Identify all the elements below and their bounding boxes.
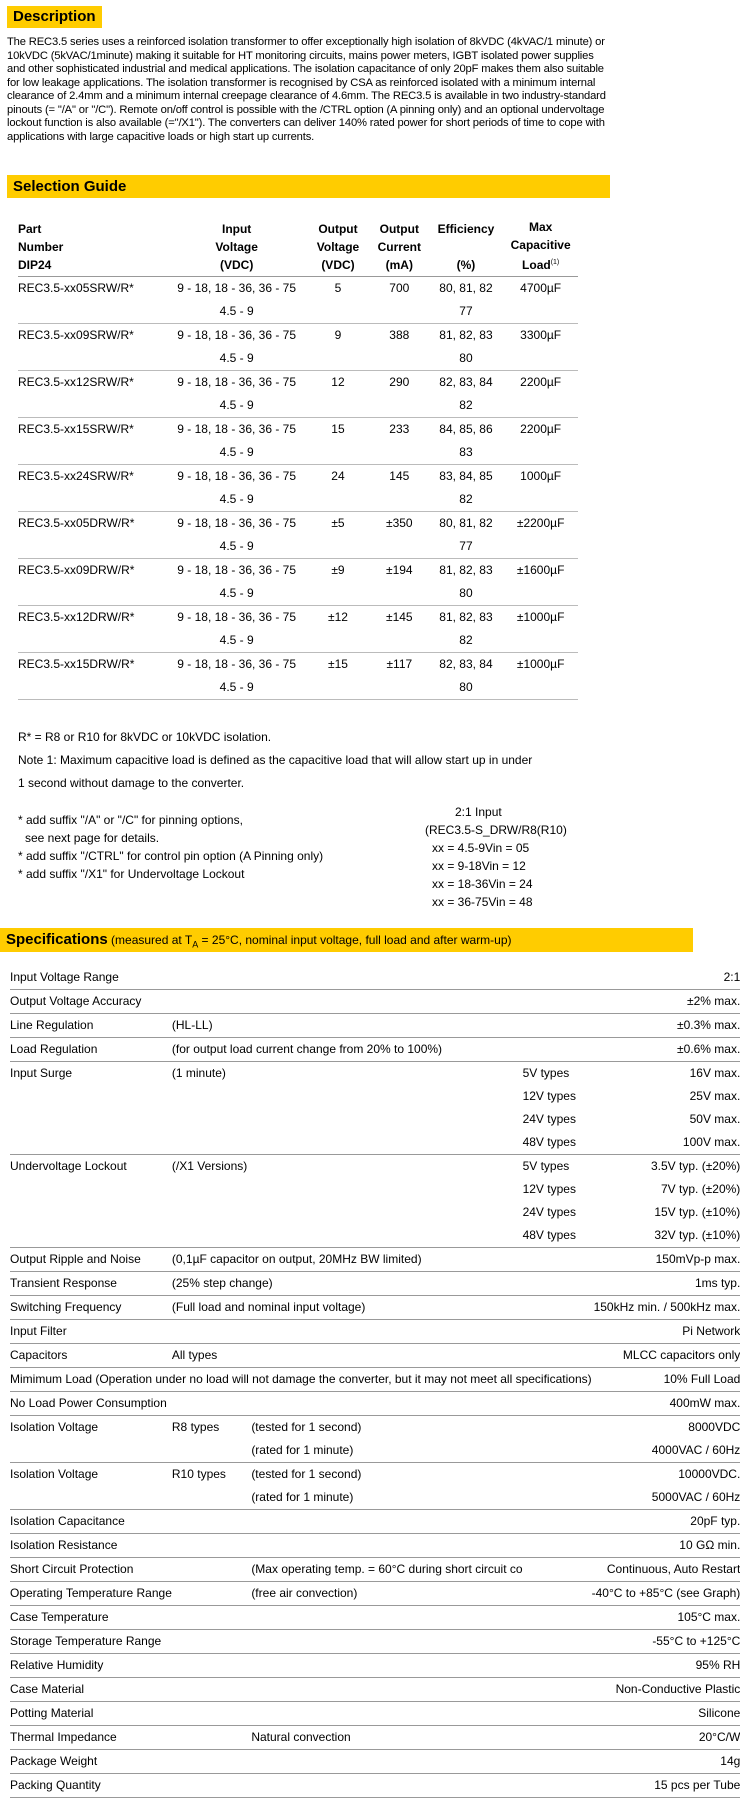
spec-condition	[172, 1702, 251, 1726]
spec-row	[10, 1416, 740, 1463]
output-voltage-cell: 9	[306, 324, 370, 371]
input-voltage-cell: 9 - 18, 18 - 36, 36 - 75 4.5 - 9	[167, 559, 306, 606]
selection-guide-table	[18, 218, 578, 700]
spec-condition: (HL-LL)	[172, 1014, 251, 1038]
output-current-cell: ±145	[370, 606, 429, 653]
spec-row	[10, 1582, 740, 1606]
efficiency-cell: 80, 81, 82 77	[429, 277, 504, 324]
spec-label: Package Weight	[10, 1750, 172, 1774]
spec-condition	[172, 1534, 251, 1558]
efficiency-cell: 82, 83, 84 82	[429, 371, 504, 418]
input-voltage-cell: 9 - 18, 18 - 36, 36 - 75 4.5 - 9	[167, 465, 306, 512]
suffix-line: * add suffix "/A" or "/C" for pinning options,	[18, 813, 243, 827]
specifications-conditions: (measured at $T_A = 25^\circ C$, nominal input voltage, full load and after warm-up)	[111, 933, 512, 950]
spec-type	[523, 1344, 592, 1368]
selection-row	[18, 559, 578, 606]
output-voltage-cell: 15	[306, 418, 370, 465]
part-number-cell: REC3.5-xx15DRW/R*	[18, 653, 167, 700]
part-number-cell: REC3.5-xx24SRW/R*	[18, 465, 167, 512]
spec-condition: R10 types	[172, 1463, 251, 1510]
input-code-line: (REC3.5-S_DRW/R8(R10)	[425, 823, 567, 837]
spec-condition	[172, 1654, 251, 1678]
description-heading: Description	[7, 6, 102, 28]
capacitive-load-cell: 2200µF	[503, 418, 578, 465]
capacitive-load-cell: 1000µF	[503, 465, 578, 512]
spec-type	[523, 1534, 592, 1558]
efficiency-cell: 81, 82, 83 80	[429, 559, 504, 606]
spec-condition: (for output load current change from 20% to 100%)	[172, 1038, 592, 1062]
header-output-voltage: Output Voltage (VDC)	[306, 218, 370, 277]
spec-note: (tested for 1 second) (rated for 1 minute)	[251, 1463, 522, 1510]
spec-value: ±2% max.	[592, 990, 740, 1014]
part-number-cell: REC3.5-xx05SRW/R*	[18, 277, 167, 324]
spec-note	[251, 1155, 522, 1248]
spec-value: 20pF typ.	[592, 1510, 740, 1534]
header-max-capacitive-load: Max Capacitive Load$^{(1)}$	[503, 218, 578, 277]
note-1: Note 1: Maximum capacitive load is defined as the capacitive load that will allow start up in under	[18, 753, 533, 767]
spec-value: -40°C to +85°C (see Graph)	[592, 1582, 740, 1606]
spec-type: 5V types 12V types 24V types 48V types	[523, 1062, 592, 1155]
input-code-legend	[425, 803, 605, 911]
spec-value: 150mVp-p max.	[592, 1248, 740, 1272]
part-number-cell: REC3.5-xx09DRW/R*	[18, 559, 167, 606]
spec-type	[523, 1510, 592, 1534]
spec-value: 150kHz min. / 500kHz max.	[592, 1296, 740, 1320]
part-number-cell: REC3.5-xx05DRW/R*	[18, 512, 167, 559]
spec-label: Input Voltage Range	[10, 966, 172, 990]
spec-note	[251, 966, 522, 990]
spec-label: Thermal Impedance	[10, 1726, 172, 1750]
input-code-line: xx = 18-36Vin = 24	[432, 877, 533, 891]
spec-note	[251, 1344, 522, 1368]
spec-type	[523, 1750, 592, 1774]
capacitive-load-cell: 3300µF	[503, 324, 578, 371]
spec-condition	[172, 1726, 251, 1750]
spec-label: Input Filter	[10, 1320, 172, 1344]
spec-label: Switching Frequency	[10, 1296, 172, 1320]
spec-row	[10, 1654, 740, 1678]
efficiency-cell: 84, 85, 86 83	[429, 418, 504, 465]
input-voltage-cell: 9 - 18, 18 - 36, 36 - 75 4.5 - 9	[167, 324, 306, 371]
spec-value: ±0.3% max.	[592, 1014, 740, 1038]
spec-label: Potting Material	[10, 1702, 172, 1726]
spec-type	[523, 1654, 592, 1678]
description-text: The REC3.5 series uses a reinforced isolation transformer to offer exceptionally high isolation of 8kVDC (4kVAC/1 minute) or 10kVDC (5kVAC/1minute) making it suitable for HT monitoring circuits, mains power meters, IGBT isolated power supplies and other sophisticated industrial and medical applications. The isolation capacitance of only 20pF makes them also suitable for low leakage applications. The isolation transformer is recognised by CSA as reinforced isolated with a minimum internal clearance of 2.4mm and a minimum internal creepage clearance of 4.6mm. The REC3.5 is available in two industry-standard pinouts (= "/A" or "/C"). Remote on/off control is possible with the /CTRL option (A pinning only) and an optional undervoltage lockout function is also available (="/X1"). The converters can deliver 140% rated power for short periods of time to cope with applications with large capacitive loads or high start up currents.	[7, 36, 606, 143]
spec-value: 10 GΩ min.	[592, 1534, 740, 1558]
header-part-number: Part Number DIP24	[18, 218, 167, 277]
spec-label: Undervoltage Lockout	[10, 1155, 172, 1248]
spec-label: Short Circuit Protection	[10, 1558, 172, 1582]
spec-condition	[172, 1630, 251, 1654]
spec-row	[10, 1558, 740, 1582]
suffix-line: see next page for details.	[25, 831, 160, 845]
spec-condition	[172, 1774, 251, 1798]
capacitive-load-cell: ±1000µF	[503, 653, 578, 700]
efficiency-cell: 81, 82, 83 80	[429, 324, 504, 371]
selection-row	[18, 371, 578, 418]
spec-row	[10, 1392, 740, 1416]
spec-row	[10, 1368, 740, 1392]
spec-value: 16V max. 25V max. 50V max. 100V max.	[592, 1062, 740, 1155]
output-voltage-cell: ±9	[306, 559, 370, 606]
output-voltage-cell: ±12	[306, 606, 370, 653]
part-number-cell: REC3.5-xx09SRW/R*	[18, 324, 167, 371]
input-voltage-cell: 9 - 18, 18 - 36, 36 - 75 4.5 - 9	[167, 371, 306, 418]
specifications-heading: Specifications	[6, 931, 108, 948]
spec-note	[251, 1510, 522, 1534]
input-voltage-cell: 9 - 18, 18 - 36, 36 - 75 4.5 - 9	[167, 277, 306, 324]
spec-note	[251, 1606, 522, 1630]
spec-type	[523, 1582, 592, 1606]
efficiency-cell: 82, 83, 84 80	[429, 653, 504, 700]
spec-type	[523, 1774, 592, 1798]
capacitive-load-cell: 2200µF	[503, 371, 578, 418]
spec-condition	[172, 1558, 251, 1582]
spec-type	[523, 1678, 592, 1702]
part-number-cell: REC3.5-xx12DRW/R*	[18, 606, 167, 653]
spec-type	[523, 966, 592, 990]
spec-row	[10, 1534, 740, 1558]
efficiency-cell: 81, 82, 83 82	[429, 606, 504, 653]
suffix-line: * add suffix "/X1" for Undervoltage Lockout	[18, 867, 245, 881]
note-r-variant: R* = R8 or R10 for 8kVDC or 10kVDC isolation.	[18, 730, 272, 744]
output-current-cell: 290	[370, 371, 429, 418]
spec-row	[10, 1014, 740, 1038]
spec-condition	[172, 966, 251, 990]
spec-note	[251, 1654, 522, 1678]
spec-label: Packing Quantity	[10, 1774, 172, 1798]
spec-row	[10, 990, 740, 1014]
output-voltage-cell: ±15	[306, 653, 370, 700]
selection-row	[18, 653, 578, 700]
output-current-cell: ±117	[370, 653, 429, 700]
selection-guide-bar	[7, 175, 610, 198]
input-voltage-cell: 9 - 18, 18 - 36, 36 - 75 4.5 - 9	[167, 606, 306, 653]
spec-type	[523, 1726, 592, 1750]
spec-note	[251, 1062, 522, 1155]
spec-row	[10, 1678, 740, 1702]
spec-note	[251, 1630, 522, 1654]
suffix-options	[18, 811, 348, 883]
efficiency-cell: 80, 81, 82 77	[429, 512, 504, 559]
spec-value: 1ms typ.	[592, 1272, 740, 1296]
spec-row	[10, 1155, 740, 1248]
spec-condition: (0,1µF capacitor on output, 20MHz BW limited)	[172, 1248, 592, 1272]
spec-row	[10, 1296, 740, 1320]
spec-label: Isolation Voltage	[10, 1463, 172, 1510]
header-output-current: Output Current (mA)	[370, 218, 429, 277]
spec-row	[10, 1038, 740, 1062]
efficiency-cell: 83, 84, 85 82	[429, 465, 504, 512]
spec-condition: R8 types	[172, 1416, 251, 1463]
spec-label: Relative Humidity	[10, 1654, 172, 1678]
input-voltage-cell: 9 - 18, 18 - 36, 36 - 75 4.5 - 9	[167, 512, 306, 559]
spec-type: 5V types 12V types 24V types 48V types	[523, 1155, 592, 1248]
selection-row	[18, 418, 578, 465]
input-voltage-cell: 9 - 18, 18 - 36, 36 - 75 4.5 - 9	[167, 418, 306, 465]
spec-value: 10000VDC. 5000VAC / 60Hz	[592, 1463, 740, 1510]
spec-row	[10, 1248, 740, 1272]
input-voltage-cell: 9 - 18, 18 - 36, 36 - 75 4.5 - 9	[167, 653, 306, 700]
spec-value: Pi Network	[592, 1320, 740, 1344]
specifications-table	[10, 966, 740, 1798]
spec-condition	[172, 1392, 251, 1416]
spec-row	[10, 1774, 740, 1798]
spec-value: 2:1	[592, 966, 740, 990]
spec-value: Silicone	[592, 1702, 740, 1726]
spec-type	[523, 1558, 592, 1582]
output-current-cell: 700	[370, 277, 429, 324]
spec-value: 14g	[592, 1750, 740, 1774]
spec-note	[251, 1534, 522, 1558]
spec-label: Operating Temperature Range	[10, 1582, 172, 1606]
spec-label: Output Ripple and Noise	[10, 1248, 172, 1272]
selection-row	[18, 512, 578, 559]
spec-label: No Load Power Consumption	[10, 1392, 172, 1416]
spec-label: Load Regulation	[10, 1038, 172, 1062]
spec-condition	[172, 1606, 251, 1630]
spec-type	[523, 1320, 592, 1344]
output-voltage-cell: ±5	[306, 512, 370, 559]
spec-label: Capacitors	[10, 1344, 172, 1368]
spec-row	[10, 1750, 740, 1774]
spec-condition	[172, 1510, 251, 1534]
selection-row	[18, 465, 578, 512]
spec-condition	[172, 1678, 251, 1702]
spec-value: 15 pcs per Tube	[592, 1774, 740, 1798]
spec-type	[523, 990, 592, 1014]
spec-value: 105°C max.	[592, 1606, 740, 1630]
spec-row	[10, 1630, 740, 1654]
selection-row	[18, 277, 578, 324]
spec-label: Line Regulation	[10, 1014, 172, 1038]
spec-label: Isolation Resistance	[10, 1534, 172, 1558]
spec-note: (tested for 1 second) (rated for 1 minute)	[251, 1416, 522, 1463]
spec-type	[523, 1014, 592, 1038]
spec-type	[523, 1606, 592, 1630]
spec-note	[251, 1750, 522, 1774]
spec-condition: (Full load and nominal input voltage)	[172, 1296, 592, 1320]
output-current-cell: 388	[370, 324, 429, 371]
output-voltage-cell: 12	[306, 371, 370, 418]
output-voltage-cell: 24	[306, 465, 370, 512]
capacitive-load-cell: ±1600µF	[503, 559, 578, 606]
spec-value: -55°C to +125°C	[592, 1630, 740, 1654]
spec-label: Transient Response	[10, 1272, 172, 1296]
selection-row	[18, 606, 578, 653]
spec-note	[251, 1014, 522, 1038]
spec-condition	[172, 1750, 251, 1774]
capacitive-load-cell: ±2200µF	[503, 512, 578, 559]
part-number-cell: REC3.5-xx12SRW/R*	[18, 371, 167, 418]
spec-condition	[172, 1582, 251, 1606]
spec-label: Case Material	[10, 1678, 172, 1702]
output-current-cell: ±350	[370, 512, 429, 559]
input-code-title: 2:1 Input	[455, 805, 502, 819]
specifications-bar	[0, 928, 693, 952]
spec-row	[10, 1344, 740, 1368]
output-current-cell: ±194	[370, 559, 429, 606]
spec-row	[10, 1463, 740, 1510]
spec-value: 3.5V typ. (±20%) 7V typ. (±20%) 15V typ. (±10%) 32V typ. (±10%)	[592, 1155, 740, 1248]
spec-note	[251, 1678, 522, 1702]
spec-note	[251, 1774, 522, 1798]
spec-type	[523, 1463, 592, 1510]
spec-note	[251, 1392, 522, 1416]
spec-type	[523, 1392, 592, 1416]
part-number-cell: REC3.5-xx15SRW/R*	[18, 418, 167, 465]
spec-row	[10, 1320, 740, 1344]
spec-value: Continuous, Auto Restart	[592, 1558, 740, 1582]
header-efficiency: Efficiency (%)	[429, 218, 504, 277]
spec-value: MLCC capacitors only	[592, 1344, 740, 1368]
spec-value: 95% RH	[592, 1654, 740, 1678]
spec-note	[251, 990, 522, 1014]
header-input-voltage: Input Voltage (VDC)	[167, 218, 306, 277]
input-code-line: xx = 4.5-9Vin = 05	[432, 841, 530, 855]
selection-notes	[18, 726, 608, 795]
spec-label: Isolation Voltage	[10, 1416, 172, 1463]
spec-type	[523, 1416, 592, 1463]
spec-label: Mimimum Load (Operation under no load will not damage the converter, but it may not meet all specifications)	[10, 1368, 592, 1392]
capacitive-load-cell: ±1000µF	[503, 606, 578, 653]
spec-note: (free air convection)	[251, 1582, 522, 1606]
spec-row	[10, 1510, 740, 1534]
spec-label: Storage Temperature Range	[10, 1630, 172, 1654]
output-voltage-cell: 5	[306, 277, 370, 324]
spec-type	[523, 1630, 592, 1654]
spec-condition	[172, 1320, 251, 1344]
spec-note: Natural convection	[251, 1726, 522, 1750]
output-current-cell: 233	[370, 418, 429, 465]
spec-value: 10% Full Load	[592, 1368, 740, 1392]
spec-condition: (/X1 Versions)	[172, 1155, 251, 1248]
selection-row	[18, 324, 578, 371]
suffix-line: * add suffix "/CTRL" for control pin option (A Pinning only)	[18, 849, 324, 863]
spec-value: 20°C/W	[592, 1726, 740, 1750]
spec-value: ±0.6% max.	[592, 1038, 740, 1062]
spec-type	[523, 1702, 592, 1726]
spec-row	[10, 1702, 740, 1726]
spec-note: (Max operating temp. = 60°C during short circuit co	[251, 1558, 522, 1582]
spec-label: Output Voltage Accuracy	[10, 990, 172, 1014]
spec-condition: (1 minute)	[172, 1062, 251, 1155]
spec-row	[10, 1606, 740, 1630]
input-code-line: xx = 36-75Vin = 48	[432, 895, 533, 909]
spec-label: Isolation Capacitance	[10, 1510, 172, 1534]
capacitive-load-cell: 4700µF	[503, 277, 578, 324]
selection-guide-heading: Selection Guide	[13, 178, 127, 195]
spec-label: Case Temperature	[10, 1606, 172, 1630]
spec-note	[251, 1320, 522, 1344]
spec-condition: (25% step change)	[172, 1272, 592, 1296]
spec-value: 400mW max.	[592, 1392, 740, 1416]
output-current-cell: 145	[370, 465, 429, 512]
spec-condition	[172, 990, 251, 1014]
spec-label: Input Surge	[10, 1062, 172, 1155]
spec-row	[10, 1726, 740, 1750]
spec-row	[10, 966, 740, 990]
input-code-line: xx = 9-18Vin = 12	[432, 859, 526, 873]
spec-condition: All types	[172, 1344, 251, 1368]
spec-row	[10, 1062, 740, 1155]
spec-value: 8000VDC 4000VAC / 60Hz	[592, 1416, 740, 1463]
spec-note	[251, 1702, 522, 1726]
spec-row	[10, 1272, 740, 1296]
spec-value: Non-Conductive Plastic	[592, 1678, 740, 1702]
note-1-cont: 1 second without damage to the converter.	[18, 776, 245, 790]
